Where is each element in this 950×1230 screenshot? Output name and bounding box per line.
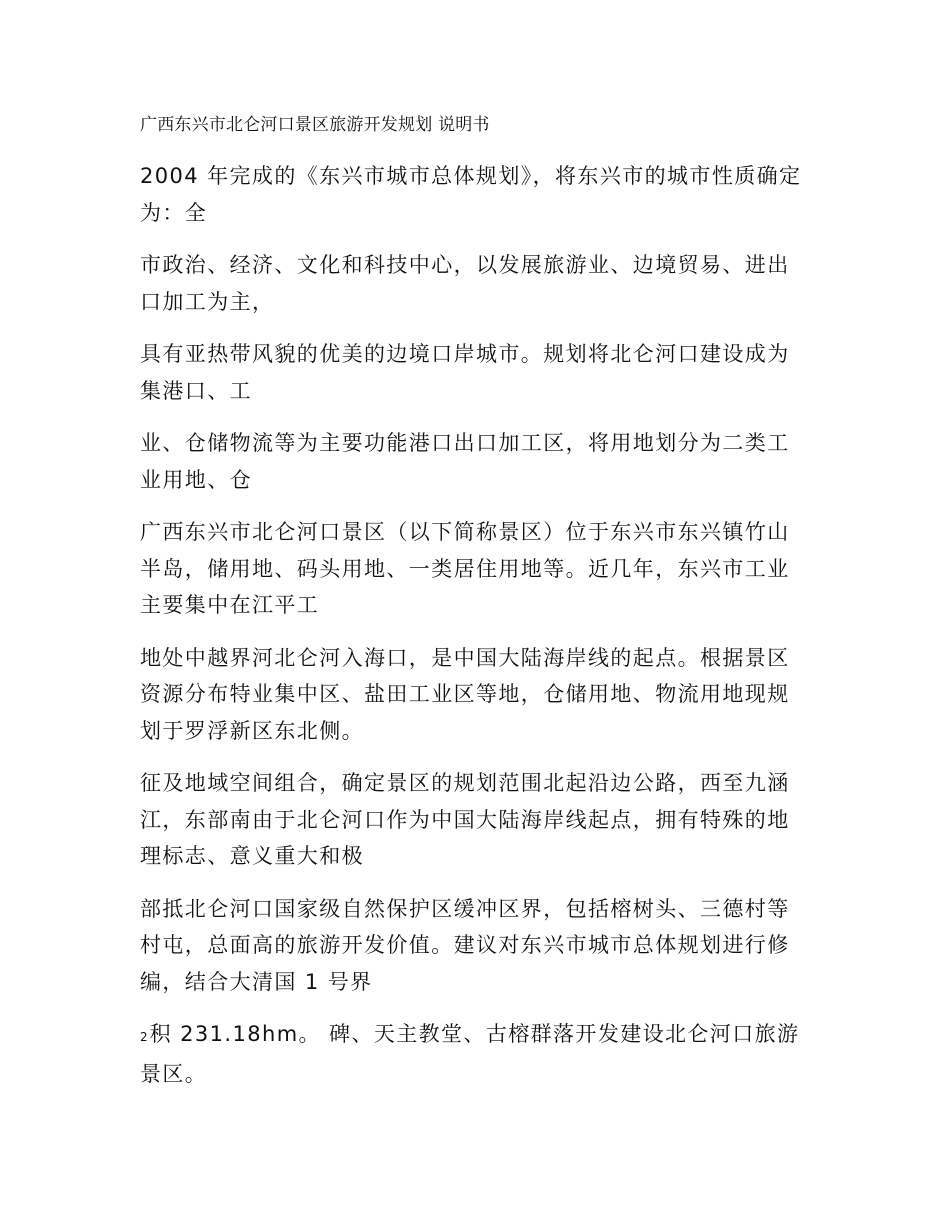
paragraph-last [140, 1016, 805, 1092]
paragraph: 部抵北仑河口国家级自然保护区缓冲区界，包括榕树头、三德村等村屯，总面高的旅游开发价值。建议对东兴市城市总体规划进行修编，结合大清国 1 号界 [140, 896, 790, 994]
paragraph: 地处中越界河北仑河入海口，是中国大陆海岸线的起点。根据景区资源分布特业集中区、盐田工业区等地，仓储用地、物流用地现规划于罗浮新区东北侧。 [140, 645, 790, 743]
document-page [140, 112, 805, 1092]
paragraph: 业、仓储物流等为主要功能港口出口加工区，将用地划分为二类工业用地、仓 [140, 431, 790, 492]
paragraph: 征及地域空间组合，确定景区的规划范围北起沿边公路，西至九涵江，东部南由于北仑河口作为中国大陆海岸线起点，拥有特殊的地理标志、意义重大和极 [140, 771, 790, 868]
paragraph: 具有亚热带风貌的优美的边境口岸城市。规划将北仑河口建设成为集港口、工 [140, 342, 790, 403]
paragraph-last-text: 积 231.18hm。 碑、天主教堂、古榕群落开发建设北仑河口旅游景区。 [140, 1022, 800, 1086]
area-unit-superscript: 2 [140, 1030, 148, 1044]
paragraph: 市政治、经济、文化和科技中心，以发展旅游业、边境贸易、进出口加工为主， [140, 253, 790, 314]
paragraph: 2004 年完成的《东兴市城市总体规划》，将东兴市的城市性质确定为：全 [140, 164, 802, 225]
paragraph: 广西东兴市北仑河口景区（以下简称景区）位于东兴市东兴镇竹山半岛，储用地、码头用地、一类居住用地等。近几年，东兴市工业主要集中在江平工 [140, 520, 790, 617]
document-header: 广西东兴市北仑河口景区旅游开发规划 说明书 [140, 115, 490, 135]
